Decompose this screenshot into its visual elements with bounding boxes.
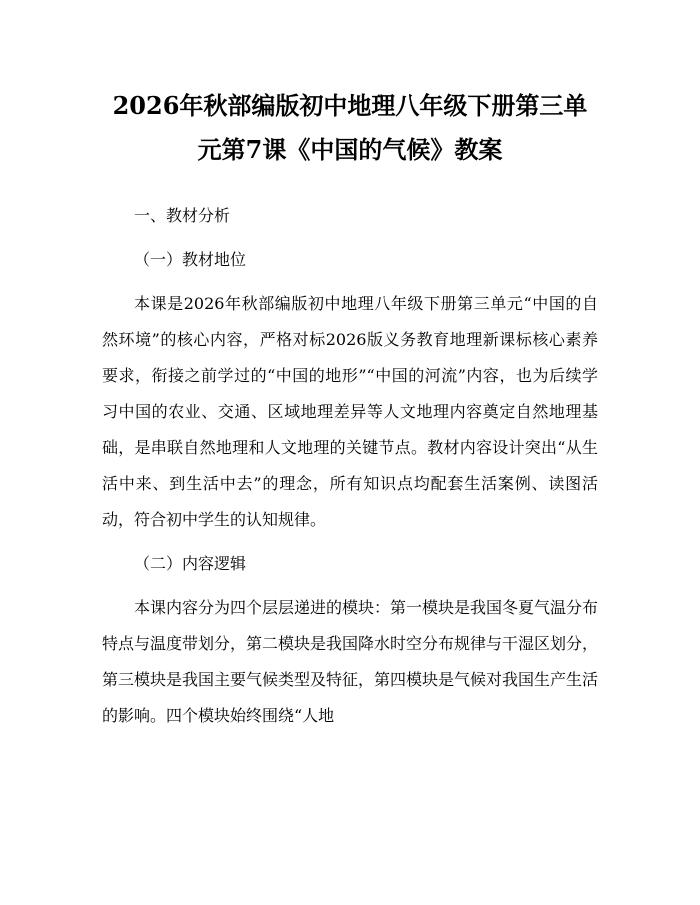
title-line-1: 2026年秋部编版初中地理八年级下册第三单 [112,91,588,120]
paragraph-content-logic: 本课内容分为四个层层递进的模块：第一模块是我国冬夏气温分布特点与温度带划分，第二模块是我国降水时空分布规律与干湿区划分，第三模块是我国主要气候类型及特征，第四模块是气候对我国生产生活的影响。四个模块始终围绕“人地 [102,598,599,725]
section-heading-textbook-analysis: 一、教材分析 [134,206,231,225]
subsection-heading-content-logic: （二）内容逻辑 [134,554,247,573]
title-line-2: 元第7课《中国的气候》教案 [197,135,503,164]
document-title [102,84,598,172]
subsection-heading-textbook-position: （一）教材地位 [134,250,247,269]
paragraph-textbook-position: 本课是2026年秋部编版初中地理八年级下册第三单元“中国的自然环境”的核心内容，严格对标2026版义务教育地理新课标核心素养要求，衔接之前学过的“中国的地形”“中国的河流”内容，也为后续学习中国的农业、交通、区域地理差异等人文地理内容奠定自然地理基础，是串联自然地理和人文地理的关键节点。教材内容设计突出“从生活中来、到生活中去”的理念，所有知识点均配套生活案例、读图活动，符合初中学生的认知规律。 [102,294,598,529]
